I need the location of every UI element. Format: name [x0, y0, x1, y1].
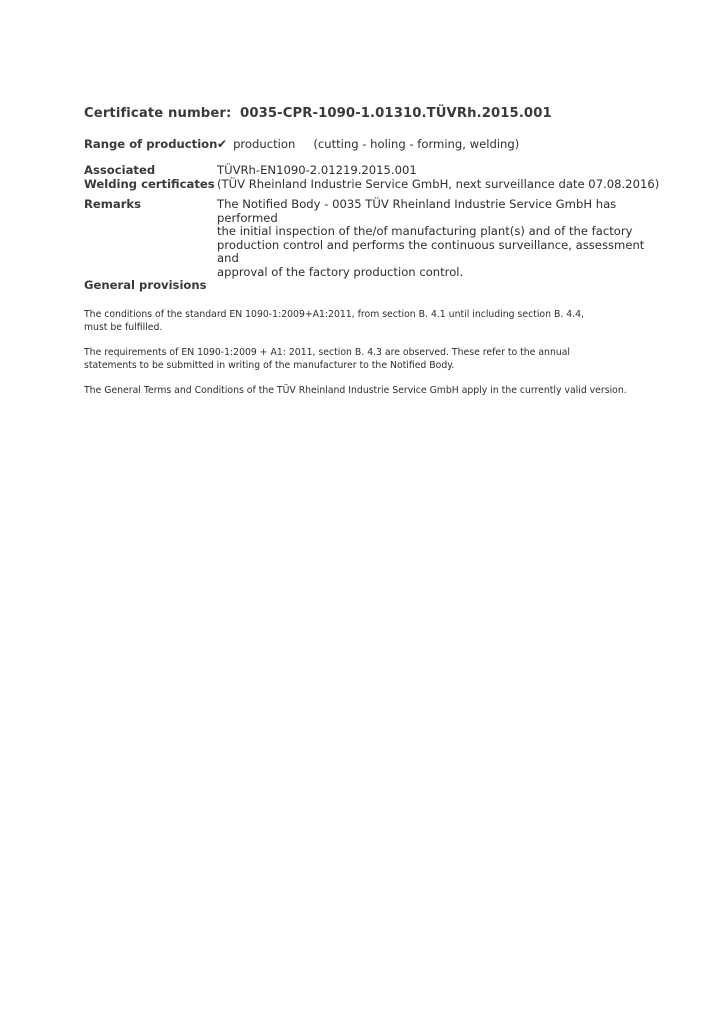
- certificate-number-header: [84, 106, 552, 121]
- provision-line: statements to be submitted in writing of the manufacturer to the Notified Body.: [84, 360, 455, 371]
- range-production-text: production: [233, 137, 296, 151]
- remarks-text: [217, 198, 647, 279]
- remarks-line: production control and performs the continuous surveillance, assessment and: [217, 237, 645, 265]
- remarks-label: Remarks: [84, 197, 142, 211]
- range-of-production-label: Range of production: [84, 137, 218, 151]
- provision-paragraph-3: [84, 384, 627, 397]
- certificate-number-value: 0035-CPR-1090-1.01310.TÜVRh.2015.001: [240, 106, 552, 121]
- general-provisions-title: General provisions: [84, 278, 207, 292]
- certificate-number-label: Certificate number:: [84, 106, 232, 121]
- provision-line: The requirements of EN 1090-1:2009 + A1: 2011, section B. 4.3 are observed. These refer to the annual: [84, 347, 571, 358]
- associated-label-line1: Associated: [84, 163, 156, 177]
- associated-value-line1: TÜVRh-EN1090-2.01219.2015.001: [217, 163, 417, 177]
- associated-value-line2: (TÜV Rheinland Industrie Service GmbH, next surveillance date 07.08.2016): [217, 177, 660, 191]
- associated-welding-value: [217, 163, 659, 191]
- provision-line: The conditions of the standard EN 1090-1:2009+A1:2011, from section B. 4.1 until including section B. 4.4,: [84, 309, 584, 320]
- remarks-line: approval of the factory production control.: [217, 264, 464, 279]
- remarks-line: The Notified Body - 0035 TÜV Rheinland Industrie Service GmbH has performed: [217, 197, 617, 225]
- associated-label-line2: Welding certificates: [84, 177, 215, 191]
- provision-paragraph-1: [84, 308, 584, 334]
- range-production-detail: (cutting - holing - forming, welding): [313, 137, 520, 151]
- range-of-production-value: [217, 138, 519, 151]
- associated-welding-label: [84, 163, 215, 191]
- check-icon: ✔: [217, 137, 228, 151]
- provision-line: must be fulfilled.: [84, 322, 163, 333]
- provision-paragraph-2: [84, 346, 570, 372]
- remarks-line: the initial inspection of the/of manufacturing plant(s) and of the factory: [217, 224, 633, 238]
- provision-line: The General Terms and Conditions of the TÜV Rheinland Industrie Service GmbH apply in the currently valid version.: [84, 385, 627, 396]
